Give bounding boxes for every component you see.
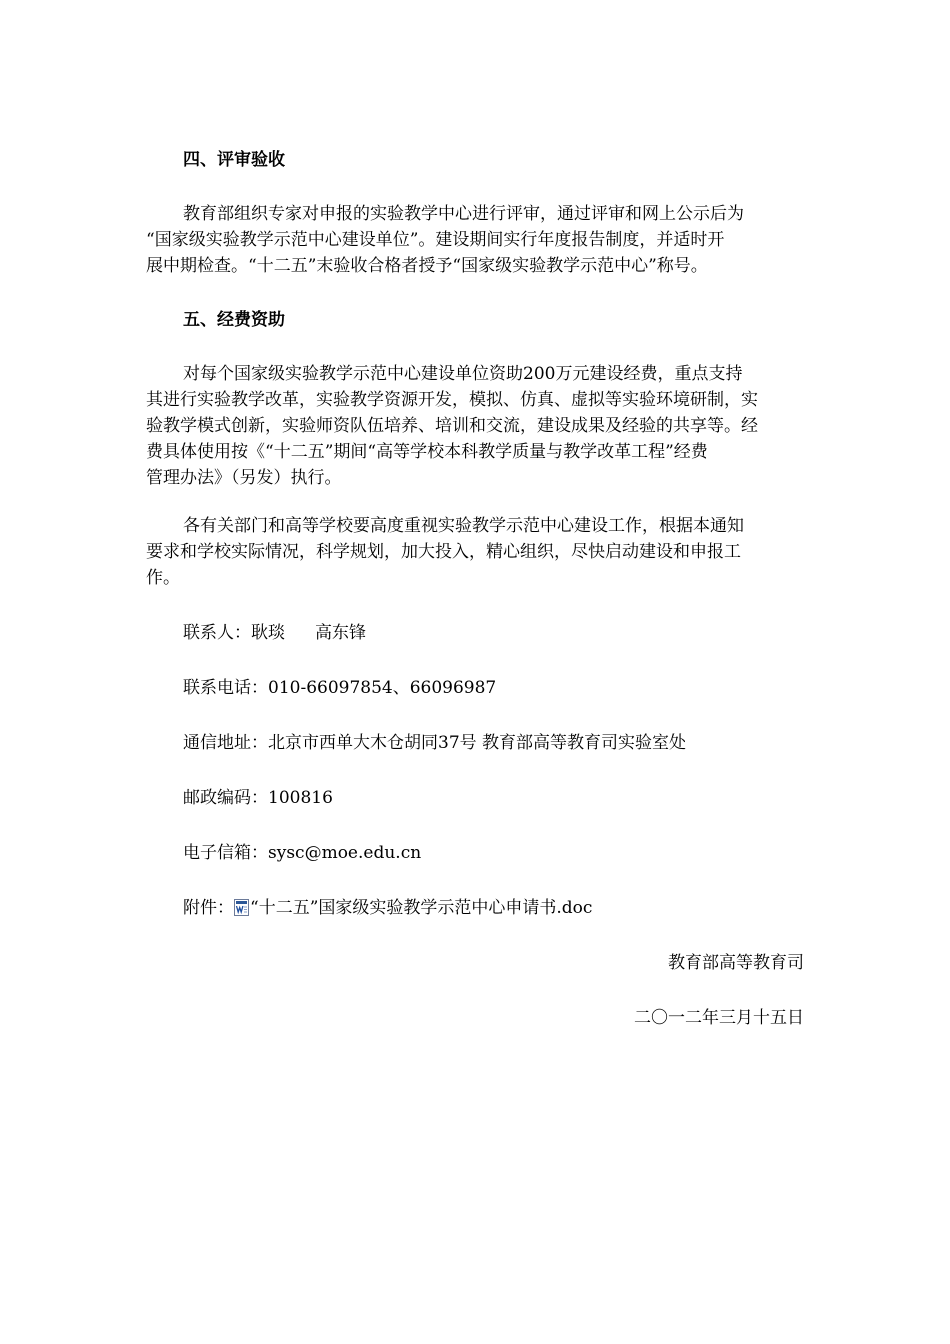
section-heading-review: 四、评审验收 [183, 150, 285, 170]
paragraph-funding [146, 361, 810, 491]
paragraph-line: 作。 [146, 568, 180, 588]
attachment-filename: “十二五”国家级实验教学示范中心申请书.doc [250, 898, 593, 918]
contact-person [183, 622, 366, 644]
paragraph-review [146, 201, 810, 279]
contact-person-name: 高东锋 [315, 623, 366, 643]
attachment-label: 附件： [183, 898, 234, 918]
contact-postcode: 邮政编码：100816 [183, 788, 333, 808]
paragraph-line: 其进行实验教学改革，实验教学资源开发，模拟、仿真、虚拟等实验环境研制，实 [146, 390, 758, 410]
paragraph-line: 教育部组织专家对申报的实验教学中心进行评审，通过评审和网上公示后为 [183, 204, 744, 224]
issue-date: 二〇一二年三月十五日 [634, 1008, 804, 1028]
paragraph-line: 各有关部门和高等学校要高度重视实验教学示范中心建设工作，根据本通知 [183, 516, 744, 536]
contact-address: 通信地址：北京市西单大木仓胡同37号 教育部高等教育司实验室处 [183, 733, 687, 753]
paragraph-line: 管理办法》（另发）执行。 [146, 468, 342, 488]
issuer-signature: 教育部高等教育司 [668, 953, 804, 973]
section-heading-funding: 五、经费资助 [183, 310, 285, 330]
contact-phone: 联系电话：010-66097854、66096987 [183, 678, 497, 698]
paragraph-line: 验教学模式创新，实验师资队伍培养、培训和交流，建设成果及经验的共享等。经 [146, 416, 758, 436]
paragraph-line: “国家级实验教学示范中心建设单位”。建设期间实行年度报告制度，并适时开 [146, 230, 725, 250]
contact-person-label: 联系人： [183, 623, 251, 643]
attachment [183, 897, 592, 919]
word-document-icon [234, 899, 249, 916]
paragraph-closing [146, 513, 810, 591]
paragraph-line: 展中期检查。“十二五”末验收合格者授予“国家级实验教学示范中心”称号。 [146, 256, 708, 276]
attachment-link[interactable] [234, 898, 592, 918]
paragraph-line: 要求和学校实际情况，科学规划，加大投入，精心组织，尽快启动建设和申报工 [146, 542, 741, 562]
paragraph-line: 费具体使用按《“十二五”期间“高等学校本科教学质量与教学改革工程”经费 [146, 442, 708, 462]
paragraph-line: 对每个国家级实验教学示范中心建设单位资助200万元建设经费，重点支持 [183, 364, 743, 384]
contact-email: 电子信箱：sysc@moe.edu.cn [183, 843, 422, 863]
contact-person-name: 耿琰 [251, 623, 285, 643]
